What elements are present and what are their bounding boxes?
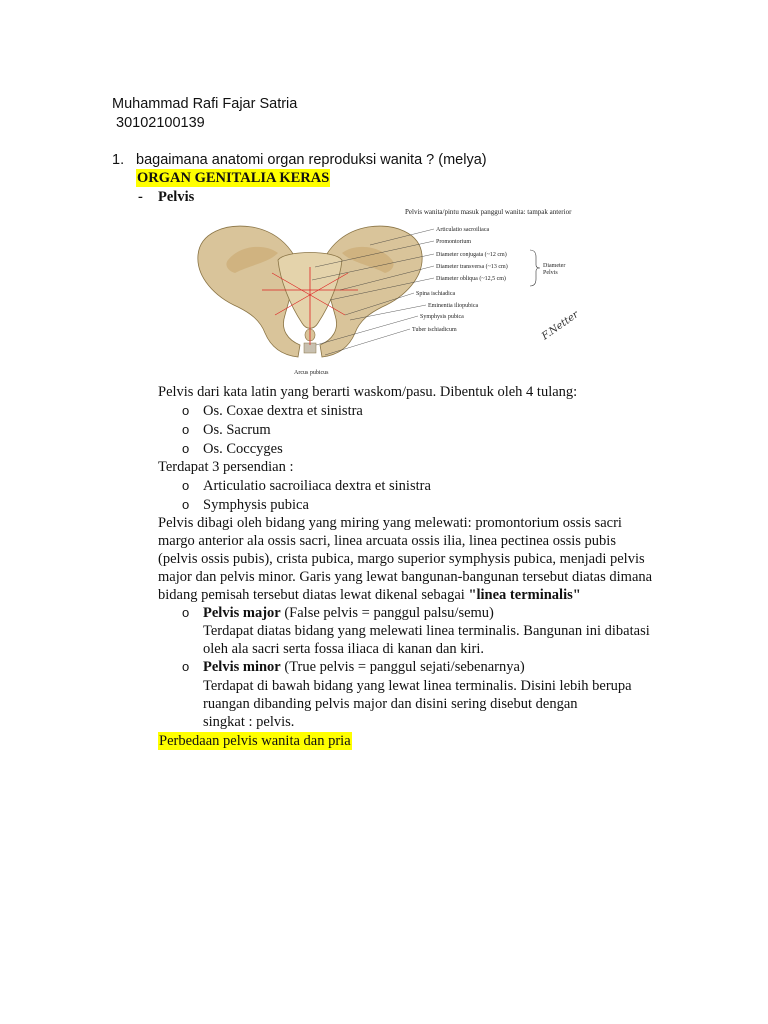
pelvis-illustration	[190, 205, 610, 380]
label-diameter-transversa: Diameter transversa (~13 cm)	[436, 264, 508, 270]
question-number: 1.	[112, 152, 125, 168]
division-paragraph-line: margo anterior ala ossis sacri, linea arcuata ossis ilia, linea pectinea ossis pubis	[158, 533, 616, 549]
pelvis-minor-line: singkat : pelvis.	[203, 714, 295, 730]
netter-signature: F.Netter	[540, 309, 581, 343]
author-id: 30102100139	[116, 115, 205, 131]
label-promontorium: Promontorium	[436, 239, 472, 245]
pelvis-major-line: Terdapat diatas bidang yang melewati linea terminalis. Bangunan ini dibatasi	[203, 623, 650, 639]
pelvis-minor-heading	[203, 658, 525, 676]
list-item: Articulatio sacroiliaca dextra et sinistra	[203, 478, 431, 494]
bullet-marker: o	[182, 605, 190, 620]
sub-heading: Pelvis	[158, 189, 195, 205]
label-diameter-conjugata: Diameter conjugata (~12 cm)	[436, 252, 507, 258]
pelvis-minor-line: Terdapat di bawah bidang yang lewat linea terminalis. Disini lebih berupa	[203, 678, 632, 694]
division-paragraph-line: Pelvis dibagi oleh bidang yang miring yang melewati: promontorium ossis sacri	[158, 515, 622, 531]
pelvis-bone-drawing	[198, 226, 434, 357]
label-articulatio-sacroiliaca: Articulatio sacroiliaca	[436, 227, 490, 233]
pelvis-major-heading	[203, 604, 494, 622]
list-item: Symphysis pubica	[203, 497, 309, 513]
bullet-marker: o	[182, 478, 190, 493]
division-paragraph-line: major dan pelvis minor. Garis yang lewat bangunan-bangunan tersebut diatas dimana	[158, 569, 653, 585]
pelvis-major-line: oleh ala sacri serta fossa iliaca di kanan dan kiri.	[203, 641, 485, 657]
pelvis-minor-title: Pelvis minor	[203, 659, 281, 675]
label-symphysis-pubica: Symphysis pubica	[420, 314, 464, 320]
bullet-marker: o	[182, 659, 190, 674]
linea-terminalis-term: "linea terminalis"	[468, 587, 581, 603]
label-diameter-group-2: Pelvis	[543, 270, 558, 276]
bullet-marker: o	[182, 497, 190, 512]
section-heading: ORGAN GENITALIA KERAS	[137, 170, 330, 186]
label-eminentia-iliopubica: Eminentia iliopubica	[428, 303, 479, 309]
list-item: Os. Coxae dextra et sinistra	[203, 403, 363, 419]
pelvis-major-desc: (False pelvis = panggul palsu/semu)	[280, 605, 494, 621]
pelvis-difference-heading: Perbedaan pelvis wanita dan pria	[159, 733, 351, 749]
sub-heading-dash: -	[138, 189, 143, 205]
label-diameter-group-1: Diameter	[543, 263, 566, 269]
pelvis-minor-line: ruangan dibanding pelvis major dan disini sering disebut dengan	[203, 696, 578, 712]
pelvis-minor-desc: (True pelvis = panggul sejati/sebenarnya)	[280, 659, 525, 675]
list-item: Os. Coccyges	[203, 441, 283, 457]
bullet-marker: o	[182, 441, 190, 456]
list-item: Os. Sacrum	[203, 422, 271, 438]
diameter-brace	[530, 250, 540, 286]
label-spina-ischiadica: Spina ischiadica	[416, 291, 456, 297]
label-tuber-ischiadicum: Tuber ischiadicum	[412, 327, 457, 333]
figure-title: Pelvis wanita/pintu masuk panggul wanita: tampak anterior	[405, 208, 572, 216]
intro-paragraph: Pelvis dari kata latin yang berarti waskom/pasu. Dibentuk oleh 4 tulang:	[158, 384, 578, 400]
label-arcus-pubicus: Arcus pubicus	[294, 370, 329, 376]
pelvis-major-title: Pelvis major	[203, 605, 281, 621]
question-text: bagaimana anatomi organ reproduksi wanita ? (melya)	[136, 152, 487, 168]
joints-paragraph: Terdapat 3 persendian :	[158, 459, 294, 475]
label-diameter-obliqua: Diameter obliqua (~12,5 cm)	[436, 276, 506, 282]
bullet-marker: o	[182, 422, 190, 437]
division-paragraph-line: (pelvis ossis pubis), crista pubica, margo superior symphysis pubica, menjadi pelvis	[158, 551, 645, 567]
bullet-marker: o	[182, 403, 190, 418]
division-paragraph-text: bidang pemisah tersebut diatas lewat dikenal sebagai	[158, 587, 469, 603]
division-paragraph-line	[158, 586, 581, 604]
author-name: Muhammad Rafi Fajar Satria	[112, 96, 298, 112]
